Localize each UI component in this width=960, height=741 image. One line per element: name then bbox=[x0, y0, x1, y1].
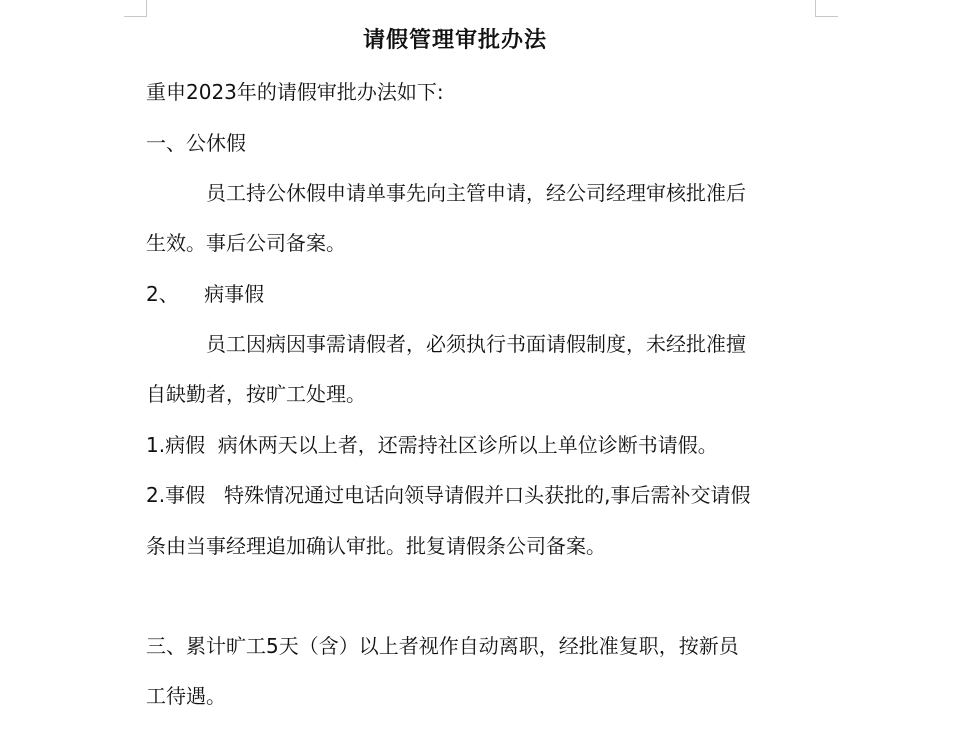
intro-line: 重申2023年的请假审批办法如下: bbox=[146, 80, 444, 104]
crop-mark-top-left bbox=[124, 0, 147, 17]
section1-paragraph-line2: 生效。事后公司备案。 bbox=[146, 231, 346, 255]
crop-mark-top-right bbox=[815, 0, 838, 17]
section1-paragraph-line1: 员工持公休假申请单事先向主管申请，经公司经理审核批准后 bbox=[206, 181, 746, 205]
section1-heading: 一、公休假 bbox=[146, 131, 246, 155]
section2-paragraph-line1: 员工因病因事需请假者，必须执行书面请假制度，未经批准擅 bbox=[206, 332, 746, 356]
section2-heading: 2、 病事假 bbox=[146, 282, 265, 306]
list-item-sick-leave: 1.病假 病休两天以上者，还需持社区诊所以上单位诊断书请假。 bbox=[146, 433, 718, 457]
list-item-personal-leave-line2: 条由当事经理追加确认审批。批复请假条公司备案。 bbox=[146, 534, 606, 558]
section2-paragraph-line2: 自缺勤者，按旷工处理。 bbox=[146, 382, 366, 406]
list-item-personal-leave-line1: 2.事假 特殊情况通过电话向领导请假并口头获批的,事后需补交请假 bbox=[146, 483, 751, 507]
document-title: 请假管理审批办法 bbox=[362, 28, 547, 53]
section3-line2: 工待遇。 bbox=[146, 684, 226, 708]
section3-line1: 三、累计旷工5天（含）以上者视作自动离职，经批准复职，按新员 bbox=[146, 634, 739, 658]
